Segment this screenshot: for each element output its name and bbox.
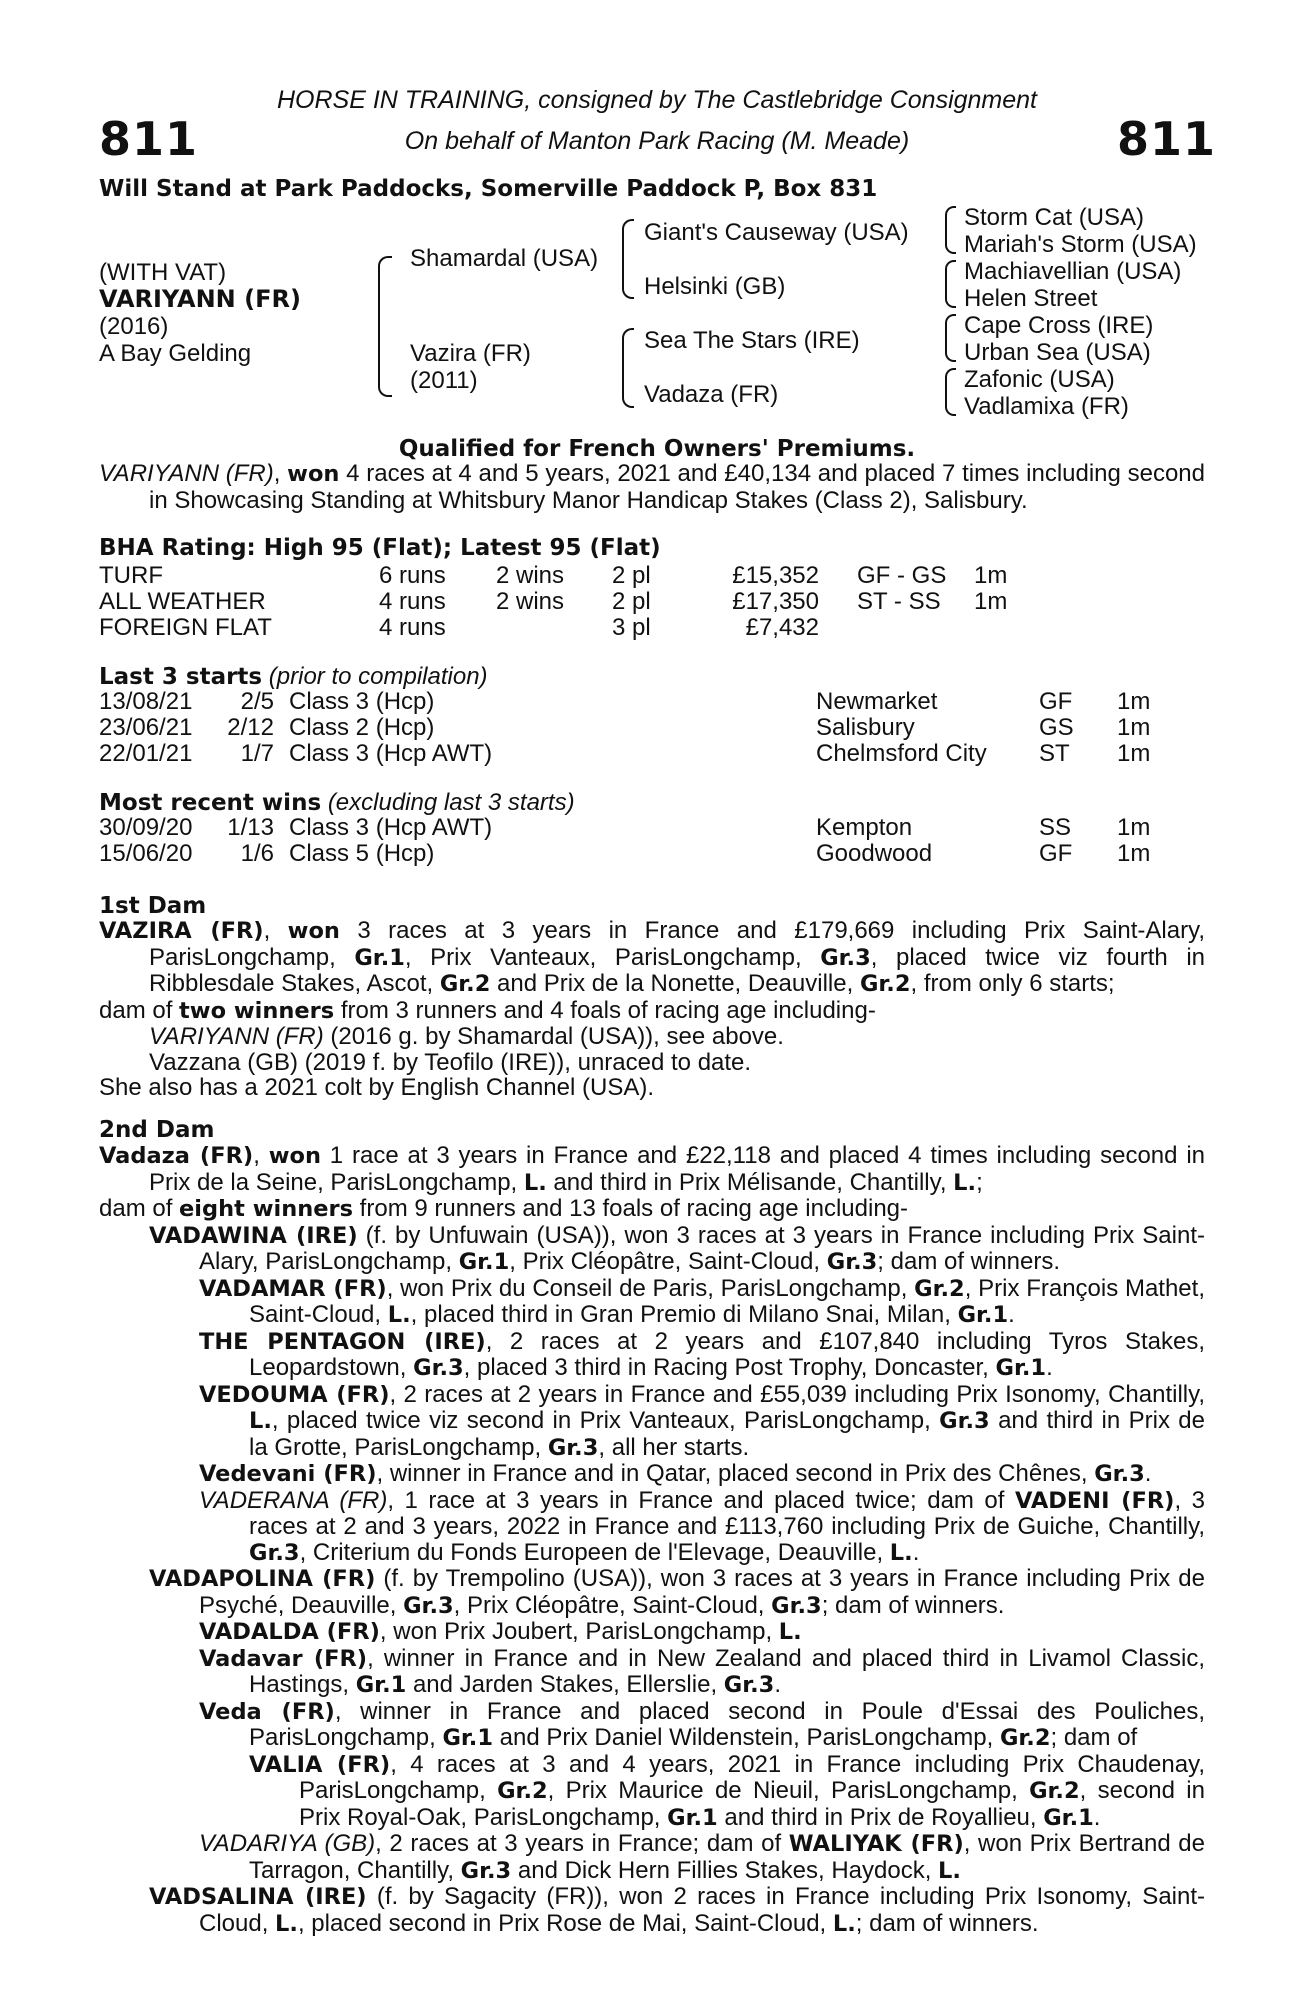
win-course: Goodwood — [816, 840, 933, 867]
last3-table — [99, 689, 1205, 767]
produce-vedevani: Vedevani (FR), winner in France and in Qatar, placed second in Prix des Chênes, Gr.3. — [199, 1460, 1152, 1487]
start-position: 1/7 — [240, 740, 274, 767]
dam1-name: VAZIRA (FR) — [99, 918, 264, 944]
pedigree-brace-sd — [945, 260, 956, 308]
produce-veda: Veda (FR), winner in France and placed second in Poule d'Essai des Pouliches, ParisLongchamp, Gr.1 and Prix Daniel Wildenstein, ParisLongchamp, Gr.2; dam of — [199, 1697, 1205, 1751]
start-date: 23/06/21 — [99, 714, 193, 741]
start-class: Class 3 (Hcp) — [289, 688, 435, 715]
rating-runs: 4 runs — [379, 588, 446, 615]
pedigree-brace-sire — [622, 219, 634, 299]
win-row — [99, 815, 1205, 841]
stand-location: Will Stand at Park Paddocks, Somerville Paddock P, Box 831 — [99, 176, 878, 202]
rating-going: GF - GS — [857, 562, 947, 589]
pedigree-brace-ss — [945, 206, 956, 254]
win-position: 1/13 — [227, 814, 274, 841]
rating-surface: TURF — [99, 562, 163, 589]
recent-heading — [99, 789, 575, 817]
dam1-record: VAZIRA (FR), won 3 races at 3 years in France and £179,669 including Prix Saint-Alary, ParisLongchamp, Gr.1, Prix Vanteaux, ParisLongchamp, Gr.3, placed twice viz fourth in Ribblesdale Stakes, Ascot, Gr.2 and Prix de la Nonette, Deauville, Gr.2, from only 6 starts; — [99, 917, 1205, 997]
pedigree-sire-dam: Helsinki (GB) — [644, 273, 786, 300]
premiums-note: Qualified for French Owners' Premiums. — [398, 436, 916, 462]
pedigree-dam: Vazira (FR) — [410, 340, 531, 367]
last3-subtitle: (prior to compilation) — [268, 663, 488, 690]
dam1-foal-2: Vazzana (GB) (2019 f. by Teofilo (IRE)), unraced to date. — [149, 1048, 752, 1076]
rating-wins: 2 wins — [496, 588, 565, 615]
pedigree-dds: Zafonic (USA) — [964, 366, 1115, 393]
start-distance: 1m — [1117, 740, 1151, 767]
rating-runs: 6 runs — [379, 562, 446, 589]
dam2-record: Vadaza (FR), won 1 race at 3 years in France and £22,118 and placed 4 times including second in Prix de la Seine, ParisLongchamp, L. and third in Prix Mélisande, Chantilly, L.; — [99, 1142, 1206, 1196]
win-course: Kempton — [816, 814, 913, 841]
start-going: ST — [1039, 740, 1070, 767]
rating-distance: 1m — [974, 588, 1008, 615]
pedigree-dam-dam: Vadaza (FR) — [644, 381, 779, 408]
pedigree-brace-dd — [945, 368, 956, 416]
rating-row — [99, 563, 1205, 589]
start-class: Class 3 (Hcp AWT) — [289, 740, 493, 767]
summary-horse-name: VARIYANN (FR) — [99, 460, 274, 487]
win-date: 15/06/20 — [99, 840, 193, 867]
start-class: Class 2 (Hcp) — [289, 714, 435, 741]
consignor-line: HORSE IN TRAINING, consigned by The Castlebridge Consignment — [276, 86, 1038, 114]
win-row — [99, 841, 1205, 867]
rating-table — [99, 563, 1205, 641]
start-row — [99, 715, 1205, 741]
rating-runs: 4 runs — [379, 614, 446, 641]
pedigree-ddd: Vadlamixa (FR) — [964, 393, 1129, 420]
start-row — [99, 689, 1205, 715]
dam2-produce-summary: dam of eight winners from 9 runners and 13 foals of racing age including- — [99, 1195, 909, 1222]
produce-vedouma: VEDOUMA (FR), 2 races at 2 years in France and £55,039 including Prix Isonomy, Chantilly, L., placed twice viz second in Prix Vanteaux, ParisLongchamp, Gr.3 and third in Prix de la Grotte, ParisLongchamp, Gr.3, all her starts. — [199, 1380, 1206, 1461]
start-going: GS — [1039, 714, 1074, 741]
lot-number-left: 811 — [99, 112, 199, 166]
start-date: 22/01/21 — [99, 740, 193, 767]
recent-title: Most recent wins — [99, 790, 322, 816]
rating-prize: £17,350 — [732, 588, 819, 615]
pedigree-brace-main — [378, 256, 392, 397]
produce-vaderana: VADERANA (FR), 1 race at 3 years in France and placed twice; dam of VADENI (FR), 3 races at 2 and 3 years, 2022 in France and £113,760 including Prix de Guiche, Chantilly, Gr.3, Criterium du Fonds Europeen de l'Elevage, Deauville, L.. — [199, 1486, 1205, 1566]
pedigree-sire-sire: Giant's Causeway (USA) — [644, 219, 909, 246]
produce-vadamar: VADAMAR (FR), won Prix du Conseil de Paris, ParisLongchamp, Gr.2, Prix François Mathet, Saint-Cloud, L., placed third in Gran Premio di Milano Snai, Milan, Gr.1. — [199, 1274, 1205, 1328]
win-distance: 1m — [1117, 814, 1151, 841]
start-position: 2/12 — [227, 714, 274, 741]
rating-prize: £7,432 — [745, 614, 819, 641]
horse-name: VARIYANN (FR) — [99, 285, 301, 313]
start-course: Salisbury — [816, 714, 915, 741]
pedigree-sds: Machiavellian (USA) — [964, 258, 1182, 285]
rating-row — [99, 589, 1205, 615]
dam1-produce-summary: dam of two winners from 3 runners and 4 foals of racing age including- — [99, 996, 876, 1024]
start-position: 2/5 — [240, 688, 274, 715]
produce-the-pentagon: THE PENTAGON (IRE), 2 races at 2 years and £107,840 including Tyros Stakes, Leopardstown, Gr.3, placed 3 third in Racing Post Trophy, Doncaster, Gr.1. — [199, 1327, 1205, 1381]
rating-row — [99, 615, 1205, 641]
rating-placed: 2 pl — [612, 588, 651, 615]
win-date: 30/09/20 — [99, 814, 193, 841]
rating-prize: £15,352 — [732, 562, 819, 589]
summary-text: 4 races at 4 and 5 years, 2021 and £40,134 and placed 7 times including second in Showcasing Standing at Whitsbury Manor Handicap Stakes (Class 2), Salisbury. — [149, 460, 1205, 514]
win-going: SS — [1039, 814, 1072, 841]
win-position: 1/6 — [240, 840, 274, 867]
recent-subtitle: (excluding last 3 starts) — [327, 789, 575, 816]
produce-valia: VALIA (FR), 4 races at 3 and 4 years, 2021 in France including Prix Chaudenay, ParisLongchamp, Gr.2, Prix Maurice de Nieuil, ParisLongchamp, Gr.2, second in Prix Royal-Oak, ParisLongchamp, Gr.1 and third in Prix de Royallieu, Gr.1. — [249, 1750, 1205, 1831]
dam1-won: won — [287, 918, 340, 944]
pedigree-sire: Shamardal (USA) — [410, 245, 599, 272]
produce-vadapolina: VADAPOLINA (FR) (f. by Trempolino (USA)), won 3 races at 3 years in France including Prix de Psyché, Deauville, Gr.3, Prix Cléopâtre, Saint-Cloud, Gr.3; dam of winners. — [149, 1565, 1205, 1619]
produce-vadavar: Vadavar (FR), winner in France and in New Zealand and placed third in Livamol Classic, Hastings, Gr.1 and Jarden Stakes, Ellerslie, Gr.3. — [199, 1644, 1205, 1698]
dam1-section — [99, 918, 1205, 1101]
pedigree-brace-dam — [622, 328, 634, 408]
recent-table — [99, 815, 1205, 867]
lot-number-right: 811 — [1117, 112, 1217, 166]
start-going: GF — [1039, 688, 1073, 715]
rating-surface: ALL WEATHER — [99, 588, 266, 615]
rating-placed: 3 pl — [612, 614, 651, 641]
pedigree-sdd: Helen Street — [964, 285, 1098, 312]
rating-surface: FOREIGN FLAT — [99, 614, 272, 641]
win-class: Class 3 (Hcp AWT) — [289, 814, 493, 841]
horse-year: (2016) — [99, 313, 169, 340]
pedigree-brace-ds — [945, 314, 956, 362]
pedigree-dsd: Urban Sea (USA) — [964, 339, 1151, 366]
pedigree-sss: Storm Cat (USA) — [964, 204, 1145, 231]
dam1-foal-note: She also has a 2021 colt by English Channel (USA). — [99, 1074, 654, 1101]
rating-title: BHA Rating: High 95 (Flat); Latest 95 (Flat) — [99, 535, 661, 561]
race-summary: VARIYANN (FR), won 4 races at 4 and 5 years, 2021 and £40,134 and placed 7 times including second in Showcasing Standing at Whitsbury Manor Handicap Stakes (Class 2), Salisbury. — [99, 460, 1205, 514]
pedigree-dam-sire: Sea The Stars (IRE) — [644, 327, 860, 354]
dam2-title: 2nd Dam — [99, 1117, 215, 1143]
pedigree-ssd: Mariah's Storm (USA) — [964, 231, 1197, 258]
rating-going: ST - SS — [857, 588, 941, 615]
start-distance: 1m — [1117, 714, 1151, 741]
win-class: Class 5 (Hcp) — [289, 840, 435, 867]
vat-note: (WITH VAT) — [99, 259, 227, 286]
dam2-section — [99, 1143, 1205, 1937]
rating-placed: 2 pl — [612, 562, 651, 589]
win-going: GF — [1039, 840, 1073, 867]
produce-vadsalina: VADSALINA (IRE) (f. by Sagacity (FR)), won 2 races in France including Prix Isonomy, Saint-Cloud, L., placed second in Prix Rose de Mai, Saint-Cloud, L.; dam of winners. — [149, 1883, 1206, 1937]
win-distance: 1m — [1117, 840, 1151, 867]
start-date: 13/08/21 — [99, 688, 193, 715]
vendor-line: On behalf of Manton Park Racing (M. Meade) — [404, 127, 910, 155]
produce-vadawina: VADAWINA (IRE) (f. by Unfuwain (USA)), won 3 races at 3 years in France including Prix Saint-Alary, ParisLongchamp, Gr.1, Prix Cléopâtre, Saint-Cloud, Gr.3; dam of winners. — [149, 1221, 1205, 1275]
pedigree-dam-year: (2011) — [410, 367, 478, 394]
rating-distance: 1m — [974, 562, 1008, 589]
horse-description: A Bay Gelding — [99, 340, 252, 367]
start-row — [99, 741, 1205, 767]
pedigree-dss: Cape Cross (IRE) — [964, 312, 1154, 339]
start-course: Chelmsford City — [816, 740, 987, 767]
dam1-title: 1st Dam — [99, 893, 207, 919]
rating-wins: 2 wins — [496, 562, 565, 589]
dam1-foal-1: VARIYANN (FR) (2016 g. by Shamardal (USA)), see above. — [149, 1023, 784, 1050]
produce-vadalda: VADALDA (FR), won Prix Joubert, ParisLongchamp, L. — [199, 1618, 802, 1645]
start-distance: 1m — [1117, 688, 1151, 715]
start-course: Newmarket — [816, 688, 938, 715]
produce-vadariya: VADARIYA (GB), 2 races at 3 years in France; dam of WALIYAK (FR), won Prix Bertrand de Tarragon, Chantilly, Gr.3 and Dick Hern Fillies Stakes, Haydock, L. — [199, 1830, 1205, 1884]
last3-title: Last 3 starts — [99, 664, 263, 690]
last3-heading — [99, 663, 488, 691]
summary-won: won — [287, 461, 340, 487]
